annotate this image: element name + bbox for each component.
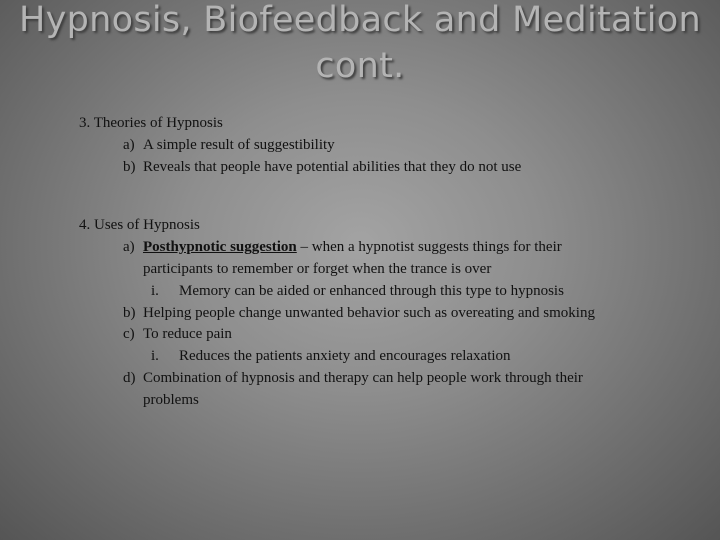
section-4-item-d-marker: d) xyxy=(123,370,136,386)
section-4-item-a-cont: participants to remember or forget when the trance is over xyxy=(143,261,492,277)
section-4-item-a-rest: – when a hypnotist suggests things for their xyxy=(296,239,562,255)
section-4-item-a-sub-marker: i. xyxy=(151,283,159,299)
section-4-item-d-text: Combination of hypnosis and therapy can help people work through their xyxy=(143,370,583,386)
section-3-heading: 3. Theories of Hypnosis xyxy=(79,115,223,131)
posthypnotic-suggestion-term: Posthypnotic suggestion xyxy=(143,239,297,255)
section-4-item-a-marker: a) xyxy=(123,239,135,255)
section-4-item-a-sub-text: Memory can be aided or enhanced through this type to hypnosis xyxy=(179,283,564,299)
section-4-item-c-sub-text: Reduces the patients anxiety and encourages relaxation xyxy=(179,348,511,364)
section-4-heading: 4. Uses of Hypnosis xyxy=(79,217,200,233)
slide-title-line-2: cont. xyxy=(315,46,405,86)
section-3-item-a-text: A simple result of suggestibility xyxy=(143,137,335,153)
section-4-item-b-marker: b) xyxy=(123,305,136,321)
section-3-item-b-text: Reveals that people have potential abilities that they do not use xyxy=(143,159,522,175)
section-4-item-c-text: To reduce pain xyxy=(143,326,232,342)
section-4-item-d-cont: problems xyxy=(143,392,199,408)
section-3-item-a-marker: a) xyxy=(123,137,135,153)
section-4-item-c-sub-marker: i. xyxy=(151,348,159,364)
section-4-item-c-marker: c) xyxy=(123,326,135,342)
section-3-item-b-marker: b) xyxy=(123,159,136,175)
slide-title-line-1: Hypnosis, Biofeedback and Meditation xyxy=(18,0,701,40)
section-4-item-a-line xyxy=(143,237,562,257)
section-4-item-b-text: Helping people change unwanted behavior such as overeating and smoking xyxy=(143,305,595,321)
